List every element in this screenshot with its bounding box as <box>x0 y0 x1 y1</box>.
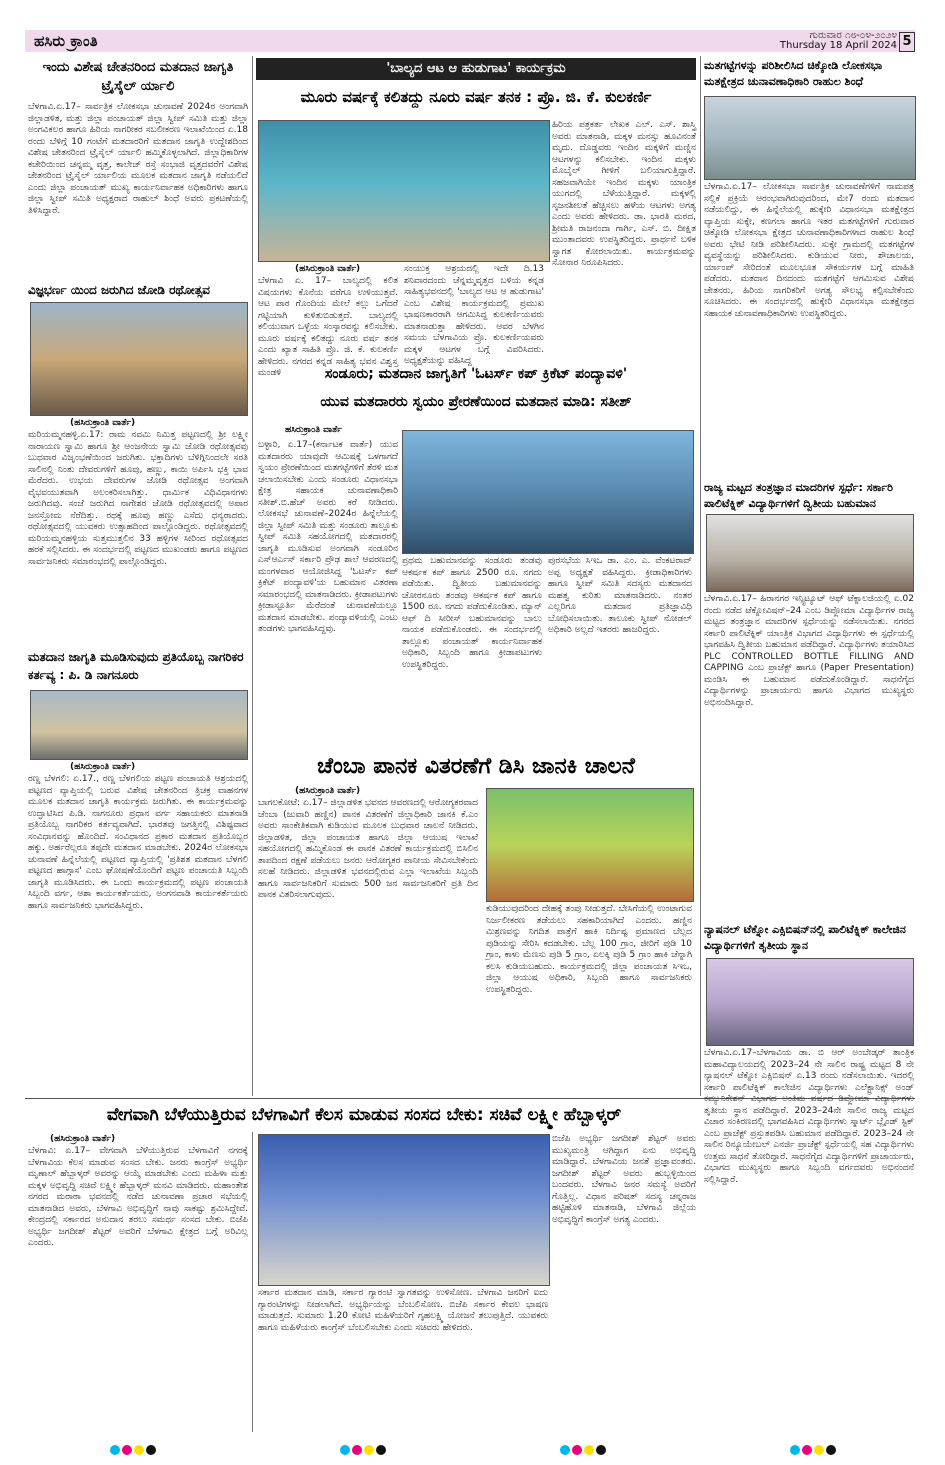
center-article-3-credit: ಹಸಿರುಕ್ರಾಂತಿ ವಾರ್ತೆ <box>285 425 342 435</box>
issue-date <box>780 31 897 51</box>
political-meeting-photo <box>258 1134 550 1286</box>
techno-exhibition-photo <box>706 958 914 1046</box>
column-divider <box>252 1132 253 1432</box>
center-article-3-body-c: ಪುರಸಭೆಯ ಸಿಇಒ ಡಾ. ಎಂ. ಎ. ವೆಂಕಟರಾವ್ ಅಪ್ಪ ಅಧ್ಯಕ್ಷತೆ ವಹಿಸಿದ್ದರು. ಕ್ರೀಡಾಧಿಕಾರಿಗಳು ಹಾಗೂ ಸ್ವೀಪ್ ಸಮಿತಿ ಸದಸ್ಯರು ಮತದಾನದ ಮಹತ್ವ ಕುರಿತು ಮಾತನಾಡಿದರು. ನಂತರ ಎಲ್ಲರಿಗೂ ಮತದಾನ ಪ್ರತಿಜ್ಞಾವಿಧಿ ಬೋಧಿಸಲಾಯಿತು. ತಾಲೂಕು ಸ್ವೀಪ್ ನೋಡಲ್ ಅಧಿಕಾರಿ ಅಲ್ಲದೆ ಇತರರು ಹಾಜರಿದ್ದರು. <box>548 556 692 635</box>
bottom-headline: ವೇಗವಾಗಿ ಬೆಳೆಯುತ್ತಿರುವ ಬೆಳಗಾವಿಗೆ ಕೆಲಸ ಮಾಡುವ ಸಂಸದ ಬೇಕು: ಸಚಿವೆ ಲಕ್ಷ್ಮೀ ಹೆಬ್ಬಾಳ್ಕರ್ <box>106 1105 622 1125</box>
right-headline-2: ರಾಜ್ಯ ಮಟ್ಟದ ತಂತ್ರಜ್ಞಾನ ಮಾದರಿಗಳ ಸ್ಪರ್ಧೆ: ಸರ್ಕಾರಿ ಪಾಲಿಟೆಕ್ನಿಕ್ ವಿದ್ಯಾರ್ಥಿಗಳಿಗೆ ದ್ವಿತೀಯ ಬಹುಮಾನ <box>704 481 893 510</box>
left-article-3-credit: (ಹಸಿರುಕ್ರಾಂತಿ ವಾರ್ತೆ) <box>70 762 136 772</box>
chariot-festival-photo <box>30 302 248 416</box>
print-registration-marks <box>340 1440 388 1459</box>
center-headline-1: ಮೂರು ವರ್ಷಕ್ಕೆ ಕಲಿತದ್ದು ನೂರು ವರ್ಷ ತನಕ : ಪ್ರೊ. ಜಿ. ಕೆ. ಕುಲಕರ್ಣಿ <box>300 88 652 106</box>
bottom-article-credit: (ಹಸಿರುಕ್ರಾಂತಿ ವಾರ್ತೆ) <box>50 1134 116 1144</box>
right-article-2-body: ಬೆಳಗಾವಿ.ಏ.17– ಹಿರಾನಗರ ಇನ್ಸ್ಟಿಟ್ಯೂಟ್ ಆಫ್ ಟೆಕ್ನಾಲಜಿಯಲ್ಲಿ ಏ.02 ರಂದು ನಡೆದ ಟೆಕ್ನೋವಿಷನ್–24 ಎಂಬ ಡಿಪ್ಲೋಮಾ ವಿದ್ಯಾರ್ಥಿಗಳ ರಾಜ್ಯ ಮಟ್ಟದ ತಂತ್ರಜ್ಞಾನ ಮಾದರಿಗಳ ಸ್ಪರ್ಧೆಯನ್ನು ನಡೆಸಲಾಯಿತು. ನಗರದ ಸರ್ಕಾರಿ ಪಾಲಿಟೆಕ್ನಿಕ್ ಯಾಂತ್ರಿಕ ವಿಭಾಗದ ವಿದ್ಯಾರ್ಥಿಗಳು ಈ ಸ್ಪರ್ಧೆಯಲ್ಲಿ ಭಾಗವಹಿಸಿ ದ್ವಿತೀಯ ಬಹುಮಾನ ಪಡೆದಿದ್ದಾರೆ. ವಿದ್ಯಾರ್ಥಿಗಳು ತಯಾರಿಸಿದ PLC CONTROLLED BOTTLE FILLING AND CAPPING ಎಂಬ ಪ್ರಾಜೆಕ್ಟ್ ಹಾಗೂ (Paper Presentation) ಮಂಡಿಸಿ ಈ ಬಹುಮಾನ ಪಡೆದುಕೊಂಡಿದ್ದಾರೆ. ಸಾಧನೆಗೈದ ವಿದ್ಯಾರ್ಥಿಗಳನ್ನು ಪ್ರಾಚಾರ್ಯರು ಹಾಗೂ ವಿಭಾಗದ ಮುಖ್ಯಸ್ಥರು ಅಭಿನಂದಿಸಿದ್ದಾರೆ. <box>704 594 914 708</box>
polytechnic-students-photo <box>706 514 914 592</box>
print-registration-marks <box>110 1440 158 1459</box>
center-headline-3: ಯುವ ಮತದಾರರು ಸ್ವಯಂ ಪ್ರೇರಣೆಯಿಂದ ಮತದಾನ ಮಾಡಿ: ಸತೀಶ್ <box>320 394 632 410</box>
cricket-tournament-photo <box>402 430 694 554</box>
print-registration-marks <box>560 1440 608 1459</box>
center-article-4-body-b: ಕುಡಿಯುವುದರಿಂದ ದೇಹಕ್ಕೆ ತಂಪು ನೀಡುತ್ತದೆ. ಬೇಸಿಗೆಯಲ್ಲಿ ಉಂಟಾಗುವ ನಿರ್ಜಲೀಕರಣ ತಡೆಯಲು ಸಹಕಾರಿಯಾಗಿದೆ ಎಂದರು. ಹಣ್ಣಿನ ಮಿಶ್ರಣವನ್ನು ನಿಗದಿತ ಪಾತ್ರೆಗೆ ಹಾಕಿ ನಿರ್ದಿಷ್ಟ ಪ್ರಮಾಣದ ಬೆಲ್ಲದ ಪುಡಿಯನ್ನು ಸೇರಿಸಿ ಕದಡಬೇಕು. ಬೆಲ್ಲ 100 ಗ್ರಾಂ, ಜೀರಿಗೆ ಪುಡಿ 10 ಗ್ರಾಂ, ಕಾಳು ಮೆಣಸು ಪುಡಿ 5 ಗ್ರಾಂ, ಏಲಕ್ಕಿ ಪುಡಿ 5 ಗ್ರಾಂ ಹಾಕಿ ಚೆನ್ನಾಗಿ ಕಲಸಿ ಕುಡಿಯಬಹುದು. ಕಾರ್ಯಕ್ರಮದಲ್ಲಿ ಜಿಲ್ಲಾ ಪಂಚಾಯತ ಸಿಇಒ, ಜಿಲ್ಲಾ ಆಯುಷ ಅಧಿಕಾರಿ, ಸಿಬ್ಬಂದಿ ಹಾಗೂ ಸಾರ್ವಜನಿಕರು ಉಪಸ್ಥಿತರಿದ್ದರು. <box>486 904 692 995</box>
right-headline-3: ನ್ಯಾಷನಲ್ ಟೆಕ್ನೋ ಎಕ್ಸಿಬಿಷನ್‌ನಲ್ಲಿ ಪಾಲಿಟೆಕ್ನಿಕ್ ಕಾಲೇಜಿನ ವಿದ್ಯಾರ್ಥಿಗಳಿಗೆ ತೃತೀಯ ಸ್ಥಾನ <box>704 923 906 952</box>
bottom-article-body-b: ಸರ್ಕಾರ ಮತದಾನ ಮಾಡಿ, ಸರ್ಕಾರ ಗ್ಯಾರಂಟಿ ಸ್ವಾಗತವನ್ನು ಉಳಿಸೋಣ. ಬೆಳಗಾವಿ ಜನರಿಗೆ ಐದು ಗ್ಯಾರಂಟಿಗಳನ್ನು ನೀಡಲಾಗಿದೆ. ಅಭ್ಯರ್ಥಿಯನ್ನು ಬೆಂಬಲಿಸೋಣ. ಬಿಜೆಪಿ ಸರ್ಕಾರ ಕೇವಲ ಭಾಷಣ ಮಾಡುತ್ತದೆ. ಸುಮಾರು 1.20 ಕೋಟಿ ಮಹಿಳೆಯರಿಗೆ ಗೃಹಲಕ್ಷ್ಮಿ ಯೋಜನೆ ತಲುಪುತ್ತಿದೆ. ಯುವಕರು ಹಾಗೂ ಮಹಿಳೆಯರು ಕಾಂಗ್ರೆಸ್ ಬೆಂಬಲಿಸಬೇಕು ಎಂದು ಸಚಿವರು ಹೇಳಿದರು. <box>258 1288 548 1333</box>
issue-date-english: Thursday 18 April 2024 <box>779 40 897 51</box>
center-article-1-credit: (ಹಸಿರುಕ್ರಾಂತಿ ವಾರ್ತೆ) <box>295 264 361 274</box>
right-article-1-body: ಬೆಳಗಾವಿ.ಏ.17– ಲೋಕಸಭಾ ಸಾರ್ವತ್ರಿಕ ಚುನಾವಣೆಗಳಿಗೆ ನಾಮಪತ್ರ ಸಲ್ಲಿಕೆ ಪ್ರಕ್ರಿಯೆ ಆರಂಭವಾಗಿರುವುದರಿಂದ, ಮೇ7 ರಂದು ಮತದಾನ ನಡೆಯಲಿದ್ದು, ಈ ಹಿನ್ನೆಲೆಯಲ್ಲಿ ಹುಕ್ಕೇರಿ ವಿಧಾನಸಭಾ ಮತಕ್ಷೇತ್ರದ ವ್ಯಾಪ್ತಿಯ ಸುಕ್ಕೇ, ಕಣಗಲಾ ಹಾಗೂ ಇತರ ಮತಗಟ್ಟೆಗಳಿಗೆ ಗುರುವಾರ ಚಿಕ್ಕೋಡಿ ಲೋಕಸಭಾ ಕ್ಷೇತ್ರದ ಚುನಾವಣಾಧಿಕಾರಿಗಳಾದ ರಾಹುಲ ಶಿಂಧೆ ಅವರು ಭೇಟಿ ನೀಡಿ ಪರಿಶೀಲಿಸಿದರು. ಸುಕ್ಕೇ ಗ್ರಾಮದಲ್ಲಿ ಮತಗಟ್ಟೆಗಳ ವ್ಯವಸ್ಥೆಯನ್ನು ಪರಿಶೀಲಿಸಿದರು. ಕುಡಿಯುವ ನೀರು, ಶೌಚಾಲಯ, ರ್ಯಾಂಪ್ ಸೇರಿದಂತೆ ಮೂಲಭೂತ ಸೌಕರ್ಯಗಳ ಬಗ್ಗೆ ಮಾಹಿತಿ ಪಡೆದರು. ಮತದಾನ ದಿನದಂದು ಮತಗಟ್ಟೆಗೆ ಆಗಮಿಸುವ ವಿಶೇಷ ಚೇತನರು, ಹಿರಿಯ ನಾಗರಿಕರಿಗೆ ಅಗತ್ಯ ಸೌಲಭ್ಯ ಕಲ್ಪಿಸಬೇಕೆಂದು ಸೂಚಿಸಿದರು. ಈ ಸಂದರ್ಭದಲ್ಲಿ ಹುಕ್ಕೇರಿ ವಿಧಾನಸಭಾ ಮತಕ್ಷೇತ್ರದ ಸಹಾಯಕ ಚುನಾವಣಾಧಿಕಾರಿಗಳು ಉಪಸ್ಥಿತರಿದ್ದರು. <box>704 182 914 319</box>
left-article-3-body: ರಣ್ಣ ಬೆಳಗಲಿ: ಏ.17., ರಣ್ಣ ಬೆಳಗಲಿಯ ಪಟ್ಟಣ ಪಂಚಾಯತಿ ಆಶ್ರಯದಲ್ಲಿ ಪಟ್ಟಣದ ವ್ಯಾಪ್ತಿಯಲ್ಲಿ ಬರುವ ವಿಶೇಷ ಚೇತನರಿಂದ ತ್ರಿಚಕ್ರ ವಾಹನಗಳ ಮೂಲಕ ಮತದಾನ ಜಾಗೃತಿ ಕಾರ್ಯಕ್ರಮ ಜರುಗಿತು. ಈ ಕಾರ್ಯಕ್ರಮವನ್ನು ಉದ್ಘಾಟಿಸಿದ ಪಿ.ಡಿ. ನಾಗನೂರು ಪ್ರಧಾನ ವರ್ಗ ಸಹಾಯಕರು ಮಾತನಾಡಿ ಪ್ರತಿಯೊಬ್ಬ ನಾಗರಿಕರ ಕರ್ತವ್ಯವಾಗಿದೆ. ಭಾರತವು ಜಗತ್ತಿನಲ್ಲಿ ವಿಶಿಷ್ಟವಾದ ಸಂವಿಧಾನವನ್ನು ಹೊಂದಿದೆ. ಸಂವಿಧಾನದ ಪ್ರಕಾರ ಮತದಾನ ಪ್ರತಿಯೊಬ್ಬರ ಹಕ್ಕು. ಅರ್ಹರೆಲ್ಲರೂ ತಪ್ಪದೇ ಮತದಾನ ಮಾಡಬೇಕು. 2024ರ ಲೋಕಸಭಾ ಚುನಾವಣೆ ಹಿನ್ನೆಲೆಯಲ್ಲಿ ಪಟ್ಟಣದ ವ್ಯಾಪ್ತಿಯಲ್ಲಿ 'ಪ್ರತಿಶತ ಮತದಾನ ಬೆಳಗಲಿ ಪಟ್ಟಣದ ಹಾಗ್ಗಾಸ' ಎಂಬ ಘೋಷಣೆಯೊಂದಿಗೆ ಪಟ್ಟಣ ಪಂಚಾಯತಿ ಸಿಬ್ಬಂದಿ ಜಾಗೃತಿ ಮೂಡಿಸಿದರು. ಈ ಒಂದು ಕಾರ್ಯಕ್ರಮದಲ್ಲಿ ಪಟ್ಟಣ ಪಂಚಾಯತಿ ಸಿಬ್ಬಂದಿ ವರ್ಗ, ಆಶಾ ಕಾರ್ಯಕರ್ತೆಯರು, ಅಂಗನವಾಡಿ ಕಾರ್ಯಕರ್ತೆಯರು ಹಾಗೂ ಸಾರ್ವಜನಿಕರು ಭಾಗವಹಿಸಿದ್ದರು. <box>28 774 248 911</box>
center-article-4-body-a: ಬಾಗಲಕೋಟೆ: ಏ.17– ಜಿಲ್ಲಾಡಳಿತ ಭವನದ ಆವರಣದಲ್ಲಿ ಆರೋಗ್ಯಕರವಾದ ಚೆಂಬಾ (ಜುವಾರಿ ಹಣ್ಣಿನ) ಪಾನಕ ವಿತರಣೆಗೆ ಜಿಲ್ಲಾಧಿಕಾರಿ ಜಾನಕಿ ಕೆ.ಎಂ ಅವರು ಸಾಂಕೇತಿಕವಾಗಿ ಕುಡಿಯುವ ಮೂಲಕ ಬುಧವಾರ ಚಾಲನೆ ನೀಡಿದರು. ಜಿಲ್ಲಾಡಳಿತ, ಜಿಲ್ಲಾ ಪಂಚಾಯತ ಹಾಗೂ ಜಿಲ್ಲಾ ಆಯುಷ ಇಲಾಖೆ ಸಹಯೋಗದಲ್ಲಿ ಹಮ್ಮಿಕೊಂಡ ಈ ಪಾನಕ ವಿತರಣೆ ಕಾರ್ಯಕ್ರಮದಲ್ಲಿ ಬಿಸಿಲಿನ ತಾಪದಿಂದ ರಕ್ಷಣೆ ಪಡೆಯಲು ಜನರು ಆರೋಗ್ಯಕರ ಪಾನೀಯ ಸೇವಿಸಬೇಕೆಂದು ಸಲಹೆ ನೀಡಿದರು. ಜಿಲ್ಲಾಡಳಿತ ಭವನದಲ್ಲಿರುವ ಎಲ್ಲಾ ಇಲಾಖೆಯ ಸಿಬ್ಬಂದಿ ಹಾಗೂ ಸಾರ್ವಜನಿಕರಿಗೆ ಸುಮಾರು 500 ಜನ ಸಾರ್ವಜನಿಕರಿಗೆ ಪ್ರತಿ ದಿನ ಪಾನಕ ವಿತರಿಸಲಾಗುವುದು. <box>258 798 478 900</box>
center-headline-4: ಚೆಂಬಾ ಪಾನಕ ವಿತರಣೆಗೆ ಡಿಸಿ ಜಾನಕಿ ಚಾಲನೆ <box>317 754 635 779</box>
voter-awareness-rally-photo <box>30 690 248 760</box>
print-registration-marks <box>790 1440 838 1459</box>
column-divider <box>700 56 701 1096</box>
center-article-1-body-c: ಹಿರಿಯ ಪತ್ರಕರ್ತ ಲೇಖಕ ಎಲ್. ಎಸ್. ಶಾಸ್ತ್ರಿ ಅವರು ಮಾತನಾಡಿ, ಮಕ್ಕಳ ಮನಸ್ಸು ಹೂವಿನಂತೆ ಮೃದು. ದೊಡ್ಡವರು ಇಂದಿನ ಮಕ್ಕಳಿಗೆ ಮಣ್ಣಿನ ಆಟಗಳನ್ನು ಕಲಿಸಬೇಕು. ಇಂದಿನ ಮಕ್ಕಳು ಮೊಬೈಲ್ ಗೀಳಿಗೆ ಬಲಿಯಾಗುತ್ತಿದ್ದಾರೆ. ಸಹಜವಾಗಿಯೇ ಇಂದಿನ ಮಕ್ಕಳು ಯಾಂತ್ರಿಕ ಯುಗದಲ್ಲಿ ಬೆಳೆಯುತ್ತಿದ್ದಾರೆ. ಮಕ್ಕಳಲ್ಲಿ ಸೃಜನಶೀಲತೆ ಹೆಚ್ಚಿಸಲು ಹಳೆಯ ಆಟಗಳು ಅಗತ್ಯ ಎಂದು ಅವರು ಹೇಳಿದರು. ಡಾ. ಭಾರತಿ ಮಠದ, ಶ್ರೀಮತಿ ರಾಜನಂದಾ ಗಾರ್ಗಿ, ಎಸ್. ಬಿ. ದೀಕ್ಷಿತ ಮುಂತಾದವರು ಉಪಸ್ಥಿತರಿದ್ದರು. ಪ್ರಾರ್ಥನೆ ಬಳಿಕ ಸ್ವಾಗತ ಕೋರಲಾಯಿತು. ಕಾರ್ಯಕ್ರಮವನ್ನು ಸೋನಾರ ನಿರೂಪಿಸಿದರು. <box>552 120 696 268</box>
center-article-1-body-b: ಸಂಯುಕ್ತ ಆಶ್ರಯದಲ್ಲಿ ಇದೇ ದಿ.13 ಶನಿವಾರದಂದು ಚೆನ್ನಮ್ಮವೃತ್ತದ ಬಳಿಯ ಕನ್ನಡ ಸಾಹಿತ್ಯಭವನದಲ್ಲಿ 'ಬಾಲ್ಯದ ಆಟ ಆ ಹುಡುಗಾಟ' ಎಂಬ ವಿಶೇಷ ಕಾರ್ಯಕ್ರಮದಲ್ಲಿ ಪ್ರಮುಖ ಭಾಷಣಕಾರರಾಗಿ ಆಗಮಿಸಿದ್ದ ಕುಲಕರ್ಣಿಯವರು ಮಾತನಾಡುತ್ತಾ ಹೇಳಿದರು. ಆವರ ಬೆಳಗಿನ ಸಮಯ ಬೆಳಗಾವಿಯ ಪ್ರೊ. ಕುಲಕರ್ಣಿಯವರು ಮಕ್ಕಳ ಆಟಗಳ ಬಗ್ಗೆ ವಿವರಿಸಿದರು. ಅಧ್ಯಕ್ಷತೆಯನ್ನು ವಹಿಸಿದ್ದ <box>404 264 544 366</box>
left-headline-2: ವಿಜ್ಞಭರ್ಣ ಯಿಂದ ಜರುಗಿದ ಜೋಡಿ ರಥೋತ್ಸವ <box>28 283 210 297</box>
left-article-1-body: ಬೆಳಗಾವಿ.ಏ.17– ಸಾರ್ವತ್ರಿಕ ಲೋಕಸಭಾ ಚುನಾವಣೆ 2024ರ ಅಂಗವಾಗಿ ಜಿಲ್ಲಾಡಳಿತ, ಮತ್ತು ಜಿಲ್ಲಾ ಪಂಚಾಯತ್ ಜಿಲ್ಲಾ ಸ್ವೀಪ್ ಸಮಿತಿ ಮತ್ತು ಜಿಲ್ಲಾ ಅಂಗವಿಕಲರ ಹಾಗೂ ಹಿರಿಯ ನಾಗರೀಕರ ಸಬಲೀಕರಣ ಇಲಾಖೆಯಿಂದ ಏ.18 ರಂದು ಬೆಳಿಗ್ಗೆ 10 ಗಂಟೆಗೆ ಮತದಾರರಿಗೆ ಮತದಾನ ಜಾಗೃತಿ ಉದ್ದೇಶದಿಂದ ವಿಶೇಷ ಚೇತನರಿಂದ ಟ್ರೈಸೈಲ್ ರ್ಯಾಲಿ ಹಮ್ಮಿಕೊಳ್ಳಲಾಗಿದೆ. ಜಿಲ್ಲಾಧಿಕಾರಿಗಳ ಕಚೇರಿಯಿಂದ ಚನ್ನಮ್ಮ ವೃತ್ತ, ಕಾಲೇಜ್ ರಸ್ತೆ ಸಂಭಾಜಿ ವೃತ್ತದವರೆಗೆ ವಿಶೇಷ ಚೇತನರಿಂದ ಟ್ರೈಸೈಲ್ ರ್ಯಾಲಿಯ ಮೂಲಕ ಮತದಾನ ಜಾಗೃತಿ ನಡೆಯಲಿದೆ ಎಂದು ಜಿಲ್ಲಾ ಪಂಚಾಯತ್ ಮುಖ್ಯ ಕಾರ್ಯನಿರ್ವಾಹಕ ಅಧಿಕಾರಿಗಳು ಹಾಗೂ ಜಿಲ್ಲಾ ಸ್ವೀಪ್ ಸಮಿತಿ ಅಧ್ಯಕ್ಷರಾದ ರಾಹುಲ್ ಶಿಂಧೆ ಅವರು ಪ್ರಕಟಣೆಯಲ್ಲಿ ತಿಳಿಸಿದ್ದಾರೆ. <box>28 102 248 216</box>
center-article-4-credit: (ಹಸಿರುಕ್ರಾಂತಿ ವಾರ್ತೆ) <box>295 786 361 796</box>
issue-date-kannada: ಗುರುವಾರ ೧೮-೦೪-೨೦೨೪ <box>809 30 897 41</box>
center-headline-2: ಸಂಡೂರು; ಮತದಾನ ಜಾಗೃತಿಗೆ 'ಓಟರ್ಸ್ ಕಪ್ ಕ್ರಿಕೆಟ್ ಪಂದ್ಯಾವಳಿ' <box>324 366 628 382</box>
left-headline-3: ಮತದಾನ ಜಾಗೃತಿ ಮೂಡಿಸುವುದು ಪ್ರತಿಯೊಬ್ಬ ನಾಗರಿಕರ ಕರ್ತವ್ಯ : ಪಿ. ಡಿ ನಾಗನೂರು <box>28 650 244 682</box>
bottom-article-body-c: ಬಿಜೆಪಿ ಅಭ್ಯರ್ಥಿ ಜಗದೀಶ್ ಶೆಟ್ಟರ್ ಅವರು ಮುಖ್ಯಮಂತ್ರಿ ಆಗಿದ್ದಾಗ ಏನು ಅಭಿವೃದ್ಧಿ ಮಾಡಿದ್ದಾರೆ. ಬೆಳಗಾವಿಯ ಜನತೆ ಪ್ರಜ್ಞಾವಂತರು. ಜಗದೀಶ್ ಶೆಟ್ಟರ್ ಅವರು ಹುಬ್ಬಳ್ಳಿಯಿಂದ ಬಂದವರು. ಬೆಳಗಾವಿ ಜನರ ಸಮಸ್ಯೆ ಅವರಿಗೆ ಗೊತ್ತಿಲ್ಲ. ವಿಧಾನ ಪರಿಷತ್ ಸದಸ್ಯ ಚನ್ನರಾಜ ಹಟ್ಟಿಹೊಳಿ ಮಾತನಾಡಿ, ಬೆಳಗಾವಿ ಜಿಲ್ಲೆಯ ಅಭಿವೃದ್ಧಿಗೆ ಕಾಂಗ್ರೆಸ್ ಅಗತ್ಯ ಎಂದರು. <box>552 1134 696 1225</box>
event-banner: 'ಬಾಲ್ಯದ ಆಟ ಆ ಹುಡುಗಾಟ' ಕಾರ್ಯಕ್ರಮ <box>256 58 696 80</box>
newspaper-title: ಹಸಿರು ಕ್ರಾಂತಿ <box>34 32 98 50</box>
polling-station-inspection-photo <box>704 96 916 180</box>
center-article-3-body-a: ಬಳ್ಳಾರಿ, ಏ.17–(ಕರ್ನಾಟಕ ವಾರ್ತೆ) ಯುವ ಮತದಾರರು ಯಾವುದೇ ಆಮಿಷಕ್ಕೆ ಒಳಗಾಗದೆ ಸ್ವಯಂ ಪ್ರೇರಣೆಯಿಂದ ಮತಗಟ್ಟೆಗಳಿಗೆ ತೆರಳಿ ಮತ ಚಲಾಯಿಸಬೇಕು ಎಂದು ಸಂಡೂರು ವಿಧಾನಸಭಾ ಕ್ಷೇತ್ರ ಸಹಾಯಕ ಚುನಾವಣಾಧಿಕಾರಿ ಸತೀಶ್.ಬಿ.ಹೆಚ್ ಅವರು ಕರೆ ನೀಡಿದರು. ಲೋಕಸಭೆ ಚುನಾವಣೆ–2024ರ ಹಿನ್ನೆಲೆಯಲ್ಲಿ ಜಿಲ್ಲಾ ಸ್ವೀಪ್ ಸಮಿತಿ ಮತ್ತು ಸಂಡೂರು ತಾಲ್ಲೂಕು ಸ್ವೀಪ್ ಸಮಿತಿ ಸಹಯೋಗದಲ್ಲಿ ಮತದಾರರಲ್ಲಿ ಜಾಗೃತಿ ಮೂಡಿಸುವ ಅಂಗವಾಗಿ ಸಂಡೂರಿನ ಎಸ್ಆರ್ಎಸ್ ಸರ್ಕಾರಿ ಪ್ರೌಢ ಶಾಲೆ ಆವರಣದಲ್ಲಿ ಮಂಗಳವಾರ ಆಯೋಜಿಸಿದ್ದ 'ಓಟರ್ಸ್ ಕಪ್ ಕ್ರಿಕೆಟ್ ಪಂದ್ಯಾವಳಿ'ಯ ಬಹುಮಾನ ವಿತರಣಾ ಸಮಾರಂಭದಲ್ಲಿ ಮಾತನಾಡಿದರು. ಕ್ರೀಡಾಪಟುಗಳು ಕ್ರೀಡಾಸ್ಫೂರ್ತಿ ಮೆರೆದಂತೆ ಚುನಾವಣೆಯಲ್ಲೂ ಮತದಾನ ಮಾಡಬೇಕು. ಪಂದ್ಯಾವಳಿಯಲ್ಲಿ ಎಂಟು ತಂಡಗಳು ಭಾಗವಹಿಸಿದ್ದವು. <box>258 440 398 634</box>
left-article-2-credit: (ಹಸಿರುಕ್ರಾಂತಿ ವಾರ್ತೆ) <box>70 418 136 428</box>
center-article-1-body-a: ಬೆಳಗಾವಿ ಏ. 17– ಬಾಲ್ಯದಲ್ಲಿ ಕಲಿತ ವಿಷಯಗಳು ಕೊನೆಯ ವರೆಗೂ ಉಳಿಯುತ್ತವೆ. ಆಟ ಪಾಠ ಗೊಂದಿಯ ಮೇಲೆ ಕಲ್ಲು ಒಗೆದರೆ ಗಟ್ಟಿಯಾಗಿ ಕುಳಿತುಬಿಡುತ್ತದೆ. ಬಾಲ್ಯದಲ್ಲಿ ಕಲಿಯುವಾಗ ಒಳ್ಳೆಯ ಸಂಸ್ಕಾರವನ್ನು ಕಲಿಸಬೇಕು. ಮೂರು ವರ್ಷಕ್ಕೆ ಕಲಿತದ್ದು ನೂರು ವರ್ಷ ತನಕ ಎಂದು ಖ್ಯಾತ ಸಾಹಿತಿ ಪ್ರೊ. ಜಿ. ಕೆ. ಕುಲಕರ್ಣಿ ಹೇಳಿದರು. ನಗರದ ಕನ್ನಡ ಸಾಹಿತ್ಯ ಭವನ ವಿಶ್ವಸ್ತ ಮಂಡಳಿ <box>258 276 398 378</box>
right-headline-1: ಮತಗಟ್ಟೆಗಳನ್ನು ಪರಿಶೀಲಿಸಿದ ಚಿಕ್ಕೋಡಿ ಲೋಕಸಭಾ ಮತಕ್ಷೇತ್ರದ ಚುನಾವಣಾಧಿಕಾರಿ ರಾಹುಲ ಶಿಂಧೆ <box>704 59 883 88</box>
bottom-article-body-a: ಬೆಳಗಾವಿ: ಏ.17– ವೇಗವಾಗಿ ಬೆಳೆಯುತ್ತಿರುವ ಬೆಳಗಾವಿಗೆ ನಗರಕ್ಕೆ ಬೆಳಗಾವಿಯ ಕೆಲಸ ಮಾಡುವ ಸಂಸದ ಬೇಕು. ಜನರು ಕಾಂಗ್ರೆಸ್ ಅಭ್ಯರ್ಥಿ ಮೃಣಾಲ್ ಹೆಬ್ಬಾಳ್ಕರ್ ಅವರನ್ನು ಆಯ್ಕೆ ಮಾಡಬೇಕು ಎಂದು ಮಹಿಳಾ ಮತ್ತು ಮಕ್ಕಳ ಅಭಿವೃದ್ಧಿ ಸಚಿವೆ ಲಕ್ಷ್ಮೀ ಹೆಬ್ಬಾಳ್ಕರ್ ಮನವಿ ಮಾಡಿದರು. ಮಹಾಂತೇಶ ನಗರದ ಮರಾಠಾ ಭವನದಲ್ಲಿ ನಡೆದ ಚುನಾವಣಾ ಪ್ರಚಾರ ಸಭೆಯಲ್ಲಿ ಮಾತನಾಡಿದ ಅವರು, ಬೆಳಗಾವಿ ಅಭಿವೃದ್ಧಿಗೆ ನಾವು ಸಾಕಷ್ಟು ಶ್ರಮಿಸಿದ್ದೇವೆ. ಕೇಂದ್ರದಲ್ಲಿ ಸರ್ಕಾರದ ಅನುದಾನ ತರಲು ಸಮರ್ಥ ಸಂಸದ ಬೇಕು. ಬಿಜೆಪಿ ಅಭ್ಯರ್ಥಿ ಜಗದೀಶ್ ಶೆಟ್ಟರ್ ಅವರಿಗೆ ಬೆಳಗಾವಿ ಕ್ಷೇತ್ರದ ಬಗ್ಗೆ ಅರಿವಿಲ್ಲ ಎಂದರು. <box>28 1146 248 1248</box>
fruit-drink-distribution-photo <box>486 788 694 902</box>
literary-event-photo <box>258 120 550 262</box>
left-headline-1: ಇಂದು ವಿಶೇಷ ಚೇತನರಿಂದ ಮತದಾನ ಜಾಗೃತಿ ಟ್ರೈಸೈಲ್ ರ್ಯಾಲಿ <box>42 60 234 94</box>
page-number: 5 <box>899 32 915 52</box>
column-divider <box>252 56 253 1096</box>
right-article-3-body: ಬೆಳಗಾವಿ.ಏ.17–ಬೆಳಗಾವಿಯ ಡಾ. ಬಿ ಆರ್ ಅಂಬೇಡ್ಕರ್ ತಾಂತ್ರಿಕ ಮಹಾವಿದ್ಯಾಲಯದಲ್ಲಿ 2023–24 ನೇ ಸಾಲಿನ ರಾಷ್ಟ್ರ ಮಟ್ಟದ 8 ನೇ ನ್ಯಾಷನಲ್ ಟೆಕ್ನೋ ಎಕ್ಸಿಬಿಷನ್ ಏ.13 ರಂದು ನಡೆಸಲಾಯಿತು. ಇದರಲ್ಲಿ ಸರ್ಕಾರಿ ಪಾಲಿಟೆಕ್ನಿಕ್ ಕಾಲೇಜಿನ ವಿದ್ಯಾರ್ಥಿಗಳು ಎಲೆಕ್ಟ್ರಾನಿಕ್ಸ್ ಅಂಡ್ ಕಮ್ಯುನಿಕೇಶನ್ ವಿಭಾಗದ ಅಂತಿಮ ವರ್ಷದ ಡಿಪ್ಲೋಮಾ ವಿದ್ಯಾರ್ಥಿಗಳು ತೃತೀಯ ಸ್ಥಾನ ಪಡೆದಿದ್ದಾರೆ. 2023–24ನೇ ಸಾಲಿನ ರಾಜ್ಯ ಮಟ್ಟದ ವಿಚಾರ ಸಂಕಿರಣದಲ್ಲಿ ಭಾಗವಹಿಸಿದ ವಿದ್ಯಾರ್ಥಿಗಳು ಸ್ಮಾರ್ಟ್ ಬ್ಲೈಂಡ್ ಸ್ಟಿಕ್ ಎಂಬ ಪ್ರಾಜೆಕ್ಟ್ ಪ್ರಸ್ತುತಪಡಿಸಿ ಬಹುಮಾನ ಪಡೆದಿದ್ದಾರೆ. 2023–24 ನೇ ಸಾಲಿನ ರಿನ್ಯೂಯೇಬಲ್ ಎನರ್ಜಿ ಪ್ರಾಜೆಕ್ಟ್ ಸ್ಪರ್ಧೆಯಲ್ಲಿ ಸಹ ವಿದ್ಯಾರ್ಥಿಗಳು ಉತ್ತಮ ಸಾಧನೆ ತೋರಿದ್ದಾರೆ. ಸಾಧನೆಗೈದ ವಿದ್ಯಾರ್ಥಿಗಳಿಗೆ ಪ್ರಾಚಾರ್ಯರು, ವಿಭಾಗದ ಮುಖ್ಯಸ್ಥರು ಹಾಗೂ ಸಿಬ್ಬಂದಿ ವರ್ಗದವರು ಅಭಿನಂದನೆ ಸಲ್ಲಿಸಿದ್ದಾರೆ. <box>704 1048 914 1185</box>
center-article-3-body-b: ಪ್ರಥಮ ಬಹುಮಾನವನ್ನು ಸಂಡೂರು ತಂಡವು ಆಕರ್ಷಕ ಕಪ್ ಹಾಗೂ 2500 ರೂ. ನಗದು ಪಡೆಯಿತು. ದ್ವಿತೀಯ ಬಹುಮಾನವನ್ನು ಚೋರನೂರು ತಂಡವು ಆಕರ್ಷಕ ಕಪ್ ಹಾಗೂ 1500 ರೂ. ನಗದು ಪಡೆದುಕೊಂಡಿತು. ಮ್ಯಾನ್ ಆಫ್ ದಿ ಸೀರೀಸ್ ಬಹುಮಾನವನ್ನು ಬಾಲು ನಾಯಕ ಪಡೆದುಕೊಂಡರು. ಈ ಸಂದರ್ಭದಲ್ಲಿ ತಾಲ್ಲೂಕು ಪಂಚಾಯತ್ ಕಾರ್ಯನಿರ್ವಾಹಕ ಅಧಿಕಾರಿ, ಸಿಬ್ಬಂದಿ ಹಾಗೂ ಕ್ರೀಡಾಪಟುಗಳು ಉಪಸ್ಥಿತರಿದ್ದರು. <box>402 556 542 670</box>
left-article-2-body: ಮರಿಯಮ್ಮನಹಳ್ಳಿ.ಏ.17: ರಾಮ ನವಮಿ ನಿಮಿತ್ತ ಪಟ್ಟಣದಲ್ಲಿ ಶ್ರೀ ಲಕ್ಷ್ಮೀ ನಾರಾಯಣ ಸ್ವಾಮಿ ಹಾಗೂ ಶ್ರೀ ಆಂಜನೇಯ ಸ್ವಾಮಿ ಜೋಡಿ ರಥೋತ್ಸವವು ಬುಧವಾರ ವಿಜೃಂಭಣೆಯಿಂದ ಜರುಗಿತು. ಭಕ್ತಾದಿಗಳು ಬೆಳಿಗ್ಗಿನಿಂದಲೇ ಸರತಿ ಸಾಲಿನಲ್ಲಿ ನಿಂತು ದೇವರುಗಳಿಗೆ ಹೂವು, ಹಣ್ಣು, ಕಾಯಿ ಅರ್ಪಿಸಿ ಭಕ್ತಿ ಭಾವ ಮೆರೆದರು. ಉಭಯ ದೇವರುಗಳ ಜೋಡಿ ರಥೋತ್ಸವ ಅಂಗವಾಗಿ ವೈಭವಯುತವಾಗಿ ಅಲಂಕರಿಸಲಾಗಿತ್ತು. ಧಾರ್ಮಿಕ ವಿಧಿವಿಧಾನಗಳು ಜರುಗಿದವು. ಸಂಜೆ ಜರುಗಿದ ನಾಗೇಶರ ಜೋಡಿ ರಥೋತ್ಸವದಲ್ಲಿ ಅಪಾರ ಜನಸ್ತೋಮ ನೆರೆದಿತ್ತು. ರಥಕ್ಕೆ ಹೂವು ಹಣ್ಣು ಎಸೆದು ಧನ್ಯರಾದರು. ರಥೋತ್ಸವದಲ್ಲಿ ಯುವಕರು ಉತ್ಸಾಹದಿಂದ ಪಾಲ್ಗೊಂಡಿದ್ದರು. ರಥೋತ್ಸವದಲ್ಲಿ ಮರಿಯಮ್ಮನಹಳ್ಳಿಯ ಸುತ್ತಮುತ್ತಲಿನ 33 ಹಳ್ಳಿಗಳ ಸೀರಿಂದ ರಥೋತ್ಸವದ ಹರಕೆ ಸಲ್ಲಿಸಿದರು. ಈ ಸಂದರ್ಭದಲ್ಲಿ ಪಟ್ಟಣದ ಮುಖಂಡರು ಹಾಗೂ ಪಟ್ಟಣದ ಸಾರ್ವಜನಿಕರು ಸಮಾರಂಭದಲ್ಲಿ ಪಾಲ್ಗೊಂಡಿದ್ದರು. <box>28 430 248 567</box>
